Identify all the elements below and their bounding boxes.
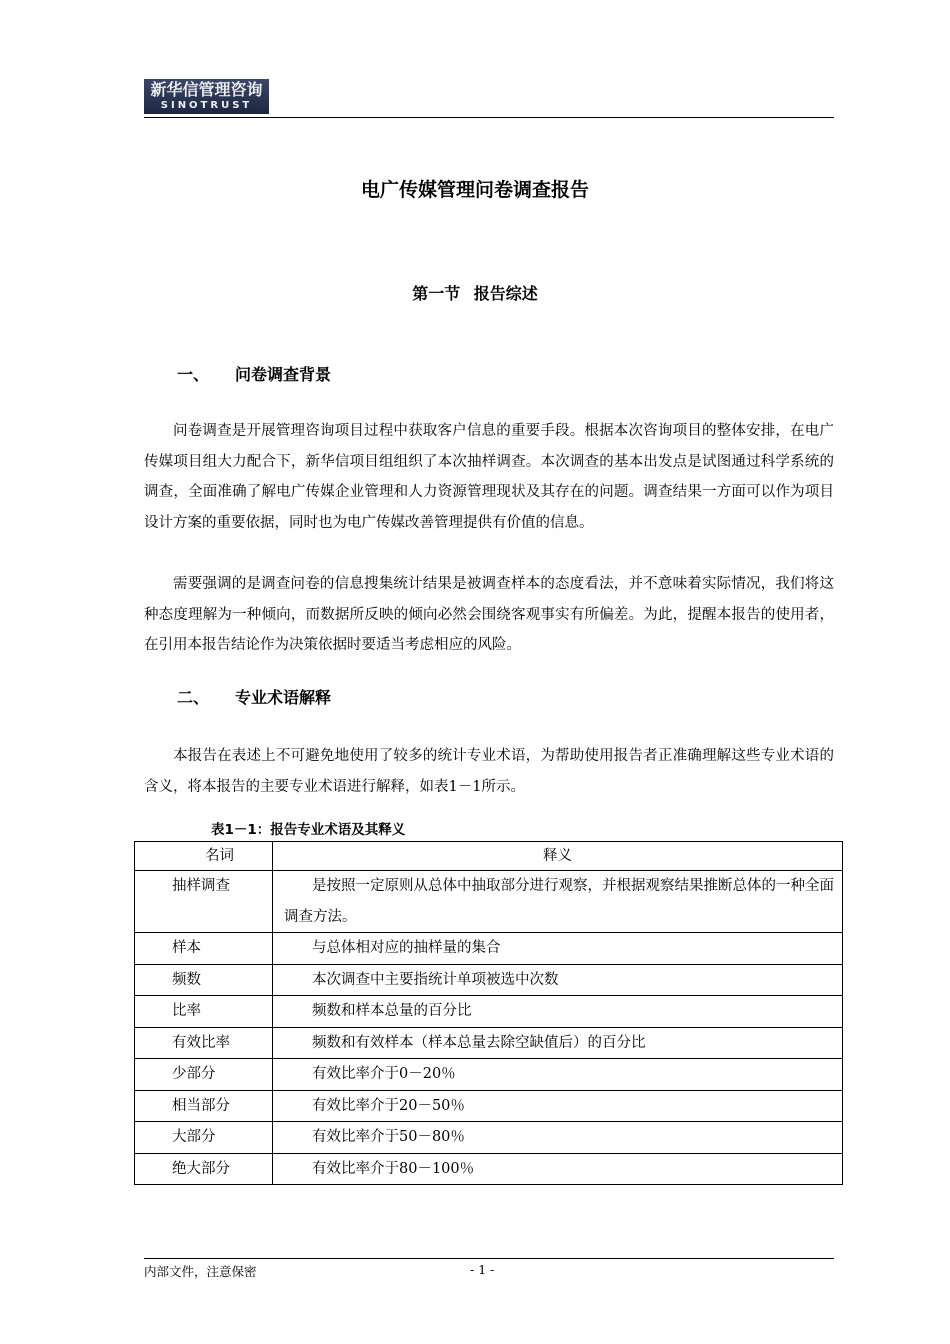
paragraph-disclaimer: 需要强调的是调查问卷的信息搜集统计结果是被调查样本的态度看法，并不意味着实际情况，我们将这种态度理解为一种倾向，而数据所反映的倾向必然会围绕客观事实有所偏差。为此，提醒本报告的使用者，在引用本报告结论作为决策依据时要适当考虑相应的风险。 (144, 576, 834, 653)
table-row (135, 1059, 843, 1091)
definition-cell: 有效比率介于0－20％ (273, 1059, 843, 1091)
definition-cell: 频数和有效样本（样本总量去除空缺值后）的百分比 (273, 1027, 843, 1059)
term-cell: 相当部分 (135, 1090, 273, 1122)
definition-cell: 有效比率介于50－80％ (273, 1122, 843, 1154)
page-number: - 1 - (470, 1262, 495, 1277)
sinotrust-logo (144, 79, 269, 114)
definition-cell: 与总体相对应的抽样量的集合 (273, 933, 843, 965)
footer-divider (144, 1258, 834, 1259)
section-title: 第一节 报告综述 (412, 284, 538, 303)
table-row (135, 996, 843, 1028)
header-term: 名词 (135, 842, 273, 871)
table-row (135, 933, 843, 965)
logo-chinese-text: 新华信管理咨询 (150, 80, 263, 99)
heading-text: 专业术语解释 (235, 688, 332, 707)
definition-cell: 频数和样本总量的百分比 (273, 996, 843, 1028)
heading-number: 一、 (177, 365, 210, 384)
heading-terms (177, 685, 331, 708)
document-title: 电广传媒管理问卷调查报告 (360, 179, 589, 201)
paragraph-background: 问卷调查是开展管理咨询项目过程中获取客户信息的重要手段。根据本次咨询项目的整体安排，在电广传媒项目组大力配合下，新华信项目组组织了本次抽样调查。本次调查的基本出发点是试图通过科学系统的调查，全面准确了解电广传媒企业管理和人力资源管理现状及其存在的问题。调查结果一方面可以作为项目设计方案的重要依据，同时也为电广传媒改善管理提供有价值的信息。 (144, 423, 834, 531)
header-definition: 释义 (273, 842, 843, 871)
definition-cell: 是按照一定原则从总体中抽取部分进行观察，并根据观察结果推断总体的一种全面调查方法。 (273, 871, 843, 933)
term-cell: 绝大部分 (135, 1153, 273, 1185)
heading-number: 二、 (177, 688, 210, 707)
logo-english-text: SINOTRUST (160, 100, 253, 111)
table-row (135, 1027, 843, 1059)
term-cell: 有效比率 (135, 1027, 273, 1059)
definition-cell: 有效比率介于80－100％ (273, 1153, 843, 1185)
table-row (135, 964, 843, 996)
definition-cell: 本次调查中主要指统计单项被选中次数 (273, 964, 843, 996)
paragraph-terms-intro: 本报告在表述上不可避免地使用了较多的统计专业术语，为帮助使用报告者正准确理解这些专业术语的含义，将本报告的主要专业术语进行解释，如表1－1所示。 (144, 748, 834, 795)
table-row (135, 1153, 843, 1185)
heading-background (177, 362, 331, 385)
term-cell: 比率 (135, 996, 273, 1028)
term-cell: 大部分 (135, 1122, 273, 1154)
table-header-row (135, 842, 843, 871)
table-caption: 表1－1：报告专业术语及其释义 (211, 822, 406, 838)
table-row (135, 871, 843, 933)
table-row (135, 1122, 843, 1154)
term-cell: 少部分 (135, 1059, 273, 1091)
terms-table (134, 841, 843, 1185)
term-cell: 频数 (135, 964, 273, 996)
term-cell: 样本 (135, 933, 273, 965)
confidentiality-note: 内部文件，注意保密 (144, 1264, 257, 1279)
heading-text: 问卷调查背景 (235, 365, 332, 384)
term-cell: 抽样调查 (135, 871, 273, 933)
definition-cell: 有效比率介于20－50％ (273, 1090, 843, 1122)
table-row (135, 1090, 843, 1122)
header-divider (144, 117, 834, 118)
